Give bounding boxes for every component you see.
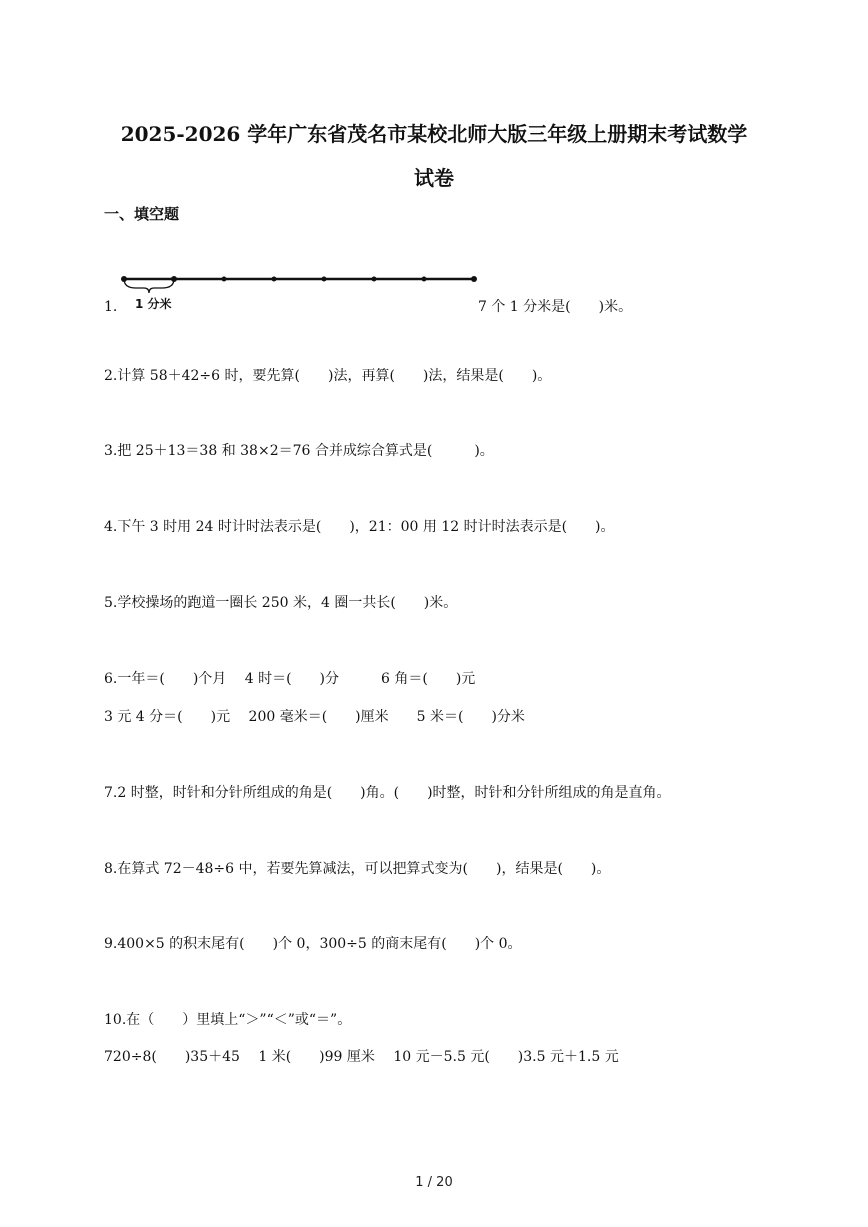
question-6-line-1: 6.一年＝( )个月 4 时＝( )分 6 角＝( )元 xyxy=(104,671,476,687)
question-7: 7.2 时整，时针和分针所组成的角是( )角。( )时整，时针和分针所组成的角是直角。 xyxy=(104,785,671,801)
question-10-line-2: 720÷8( )35＋45 1 米( )99 厘米 10 元－5.5 元( )3.5 元＋1.5 元 xyxy=(104,1049,619,1065)
question-6-line-2: 3 元 4 分＝( )元 200 毫米＝( )厘米 5 米＝( )分米 xyxy=(104,709,525,725)
question-1-text: 7 个 1 分米是( )米。 xyxy=(478,299,633,315)
page-title-continued: 试卷 xyxy=(414,166,454,190)
question-2: 2.计算 58＋42÷6 时，要先算( )法，再算( )法，结果是( )。 xyxy=(104,368,552,384)
question-4: 4.下午 3 时用 24 时计时法表示是( )，21：00 用 12 时计时法表示是( )。 xyxy=(104,519,615,535)
question-9: 9.400×5 的积末尾有( )个 0，300÷5 的商末尾有( )个 0。 xyxy=(104,936,522,952)
question-3: 3.把 25＋13＝38 和 38×2＝76 合并成综合算式是( )。 xyxy=(104,443,494,459)
question-8: 8.在算式 72－48÷6 中，若要先算减法，可以把算式变为( )，结果是( )。 xyxy=(104,861,611,877)
ruler-label: 1 分米 xyxy=(135,297,172,311)
page-number: 1 / 20 xyxy=(415,1175,453,1190)
question-10-line-1: 10.在（ ）里填上“＞”“＜”或“＝”。 xyxy=(104,1012,352,1028)
page-title: 2025-2026 学年广东省茂名市某校北师大版三年级上册期末考试数学 xyxy=(120,122,748,146)
question-5: 5.学校操场的跑道一圈长 250 米，4 圈一共长( )米。 xyxy=(104,595,458,611)
decimeter-ruler-diagram xyxy=(120,268,485,322)
section-heading: 一、填空题 xyxy=(104,205,180,223)
question-1-number: 1. xyxy=(104,299,118,315)
